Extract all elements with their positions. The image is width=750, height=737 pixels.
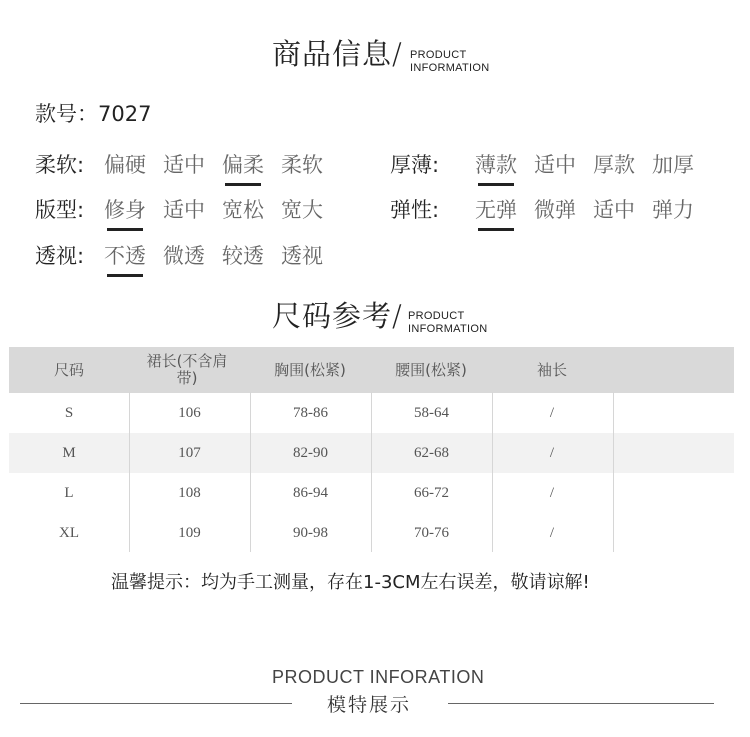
fit-option: 宽大 [281,198,323,222]
thickness-option: 加厚 [652,153,694,177]
section-slash: / [392,37,402,71]
thickness-option: 适中 [534,153,576,177]
fit-option: 适中 [163,198,205,222]
section-title: 商品信息 [272,37,393,71]
table-divider [250,392,251,552]
sheerness-option: 较透 [222,244,264,268]
style-number-value: 7027 [98,102,152,126]
table-cell: 82-90 [293,444,328,461]
section-slash: / [392,299,402,333]
footer-divider-right [448,703,714,704]
sheerness-option: 透视 [281,244,323,268]
product-info-header [272,32,402,73]
table-cell: 78-86 [293,404,328,421]
style-number [35,98,151,128]
thickness-option: 厚款 [593,153,635,177]
table-divider [129,392,130,552]
table-cell: XL [59,524,79,541]
table-cell: 66-72 [414,484,449,501]
sheerness-option: 微透 [163,244,205,268]
measurement-tip: 温馨提示：均为手工测量，存在1-3CM左右误差，敬请谅解! [111,572,590,593]
footer-divider-left [20,703,292,704]
table-cell: S [64,404,74,421]
header-cell-sleeve: 袖长 [536,360,567,379]
header-cell-length: 裙长(不含肩带) [146,352,228,387]
style-number-label: 款号： [35,102,98,126]
table-divider [492,392,493,552]
elasticity-option: 弹力 [652,198,694,222]
fit-label: 版型: [35,198,85,222]
header-cell-waist: 腰围(松紧) [395,360,467,379]
softness-option: 柔软 [281,153,323,177]
footer-title-cn: 模特展示 [327,694,412,716]
elasticity-option-selected: 无弹 [475,194,517,224]
table-cell: 58-64 [414,404,449,421]
table-divider [613,392,614,552]
sheerness-option-selected: 不透 [104,240,146,270]
header-cell-bust: 胸围(松紧) [274,360,346,379]
table-cell: 109 [178,524,201,541]
elasticity-label: 弹性: [390,198,440,222]
table-cell: / [549,404,555,421]
table-cell: 108 [178,484,201,501]
table-cell: 62-68 [414,444,449,461]
size-ref-header [272,294,402,335]
table-cell: 106 [178,404,201,421]
softness-option: 适中 [163,153,205,177]
table-cell: 107 [178,444,201,461]
table-cell: / [549,524,555,541]
softness-option: 偏硬 [104,153,146,177]
elasticity-option: 微弹 [534,198,576,222]
fit-option-selected: 修身 [104,194,146,224]
section-title: 尺码参考 [272,299,393,333]
thickness-label: 厚薄: [390,153,440,177]
section-subtitle-en: PRODUCT INFORMATION [408,310,488,335]
softness-option-selected: 偏柔 [222,149,264,179]
header-cell-size: 尺码 [53,360,84,379]
table-cell: 90-98 [293,524,328,541]
table-cell: / [549,444,555,461]
fit-option: 宽松 [222,198,264,222]
table-header-row [9,347,734,393]
section-subtitle-en: PRODUCT INFORMATION [410,49,490,74]
table-cell: 86-94 [293,484,328,501]
footer-title-en: PRODUCT INFORATION [272,667,485,687]
table-cell: / [549,484,555,501]
table-divider [371,392,372,552]
table-cell: 70-76 [414,524,449,541]
sheerness-label: 透视: [35,244,85,268]
softness-label: 柔软: [35,153,85,177]
thickness-option-selected: 薄款 [475,149,517,179]
table-cell: M [62,444,76,461]
elasticity-option: 适中 [593,198,635,222]
table-cell: L [64,484,74,501]
